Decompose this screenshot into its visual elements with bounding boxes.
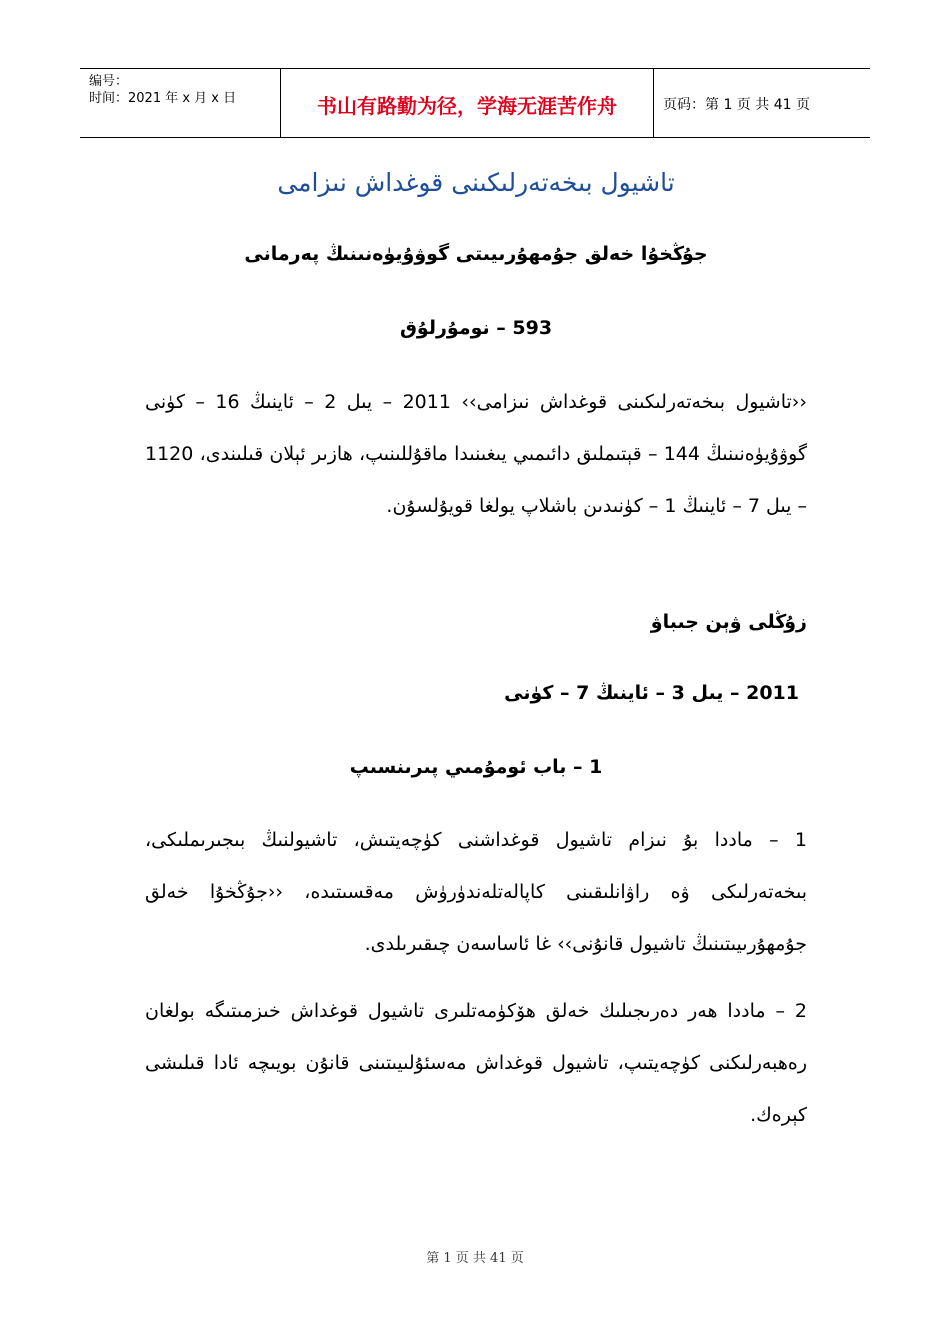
header-page-info: 页码：第 1 页 共 41 页 bbox=[663, 97, 810, 113]
header-motto: 书山有路勤为径，学海无涯苦作舟 bbox=[281, 69, 654, 137]
number-label: 编号： bbox=[89, 74, 129, 89]
document-title: تاشيول بىخەتەرلىكىنى قوغداش نىزامى bbox=[277, 168, 675, 197]
date-text: 2011 – يىل 3 – ئاينىڭ 7 – كۈنى bbox=[504, 682, 799, 704]
article-1: 1 – ماددا بۇ نىزام تاشيول قوغداشنى كۈچەيتىش، تاشيولنىڭ بىجىرىملىكى، بىخەتەرلىكى ۋە راۋانلىقىنى كاپالەتلەندۈرۈش مەقسىتىدە، ‹‹جۇڭخۇا خەلق جۇمھۇرىيىتىنىڭ تاشيول قانۇنى›› غا ئاساسەن چىقىرىلدى. bbox=[145, 829, 807, 955]
page-footer: 第 1 页 共 41 页 bbox=[426, 1251, 524, 1266]
order-number: 593 – نومۇرلۇق bbox=[399, 317, 553, 339]
intro-paragraph: ‹‹تاشيول بىخەتەرلىكىنى قوغداش نىزامى›› 2011 – يىل 2 – ئاينىڭ 16 – كۈنى گوۋۇيۈەنىنىڭ 144 – قېتىملىق دائىمىي يىغىنىدا ماقۇللىنىپ، ھازىر ئېلان قىلىندى، 1120 – يىل 7 – ئاينىڭ 1 – كۈنىدىن باشلاپ يولغا قويۇلسۇن. bbox=[145, 391, 808, 517]
premier-name: زۇڭلى ۋېن جىباۋ bbox=[650, 611, 807, 633]
order-heading: جۇڭخۇا خەلق جۇمھۇرىيىتى گوۋۇيۈەنىنىڭ پەرمانى bbox=[244, 243, 708, 265]
page-header bbox=[80, 68, 870, 138]
article-2: 2 – ماددا ھەر دەرىجىلىك خەلق ھۆكۈمەتلىرى تاشيول قوغداش خىزمىتىگە بولغان رەھبەرلىكنى كۈچەيتىپ، تاشيول قوغداش مەسئۇلىيىتىنى قانۇن بويىچە ئادا قىلىشى كېرەك. bbox=[145, 1000, 807, 1126]
date-line bbox=[145, 682, 807, 704]
time-label: 时间：2021 年 x 月 x 日 bbox=[89, 91, 237, 106]
chapter-heading: 1 – باب ئومۇمىي پىرىنسىپ bbox=[349, 756, 603, 778]
header-meta bbox=[80, 69, 281, 137]
